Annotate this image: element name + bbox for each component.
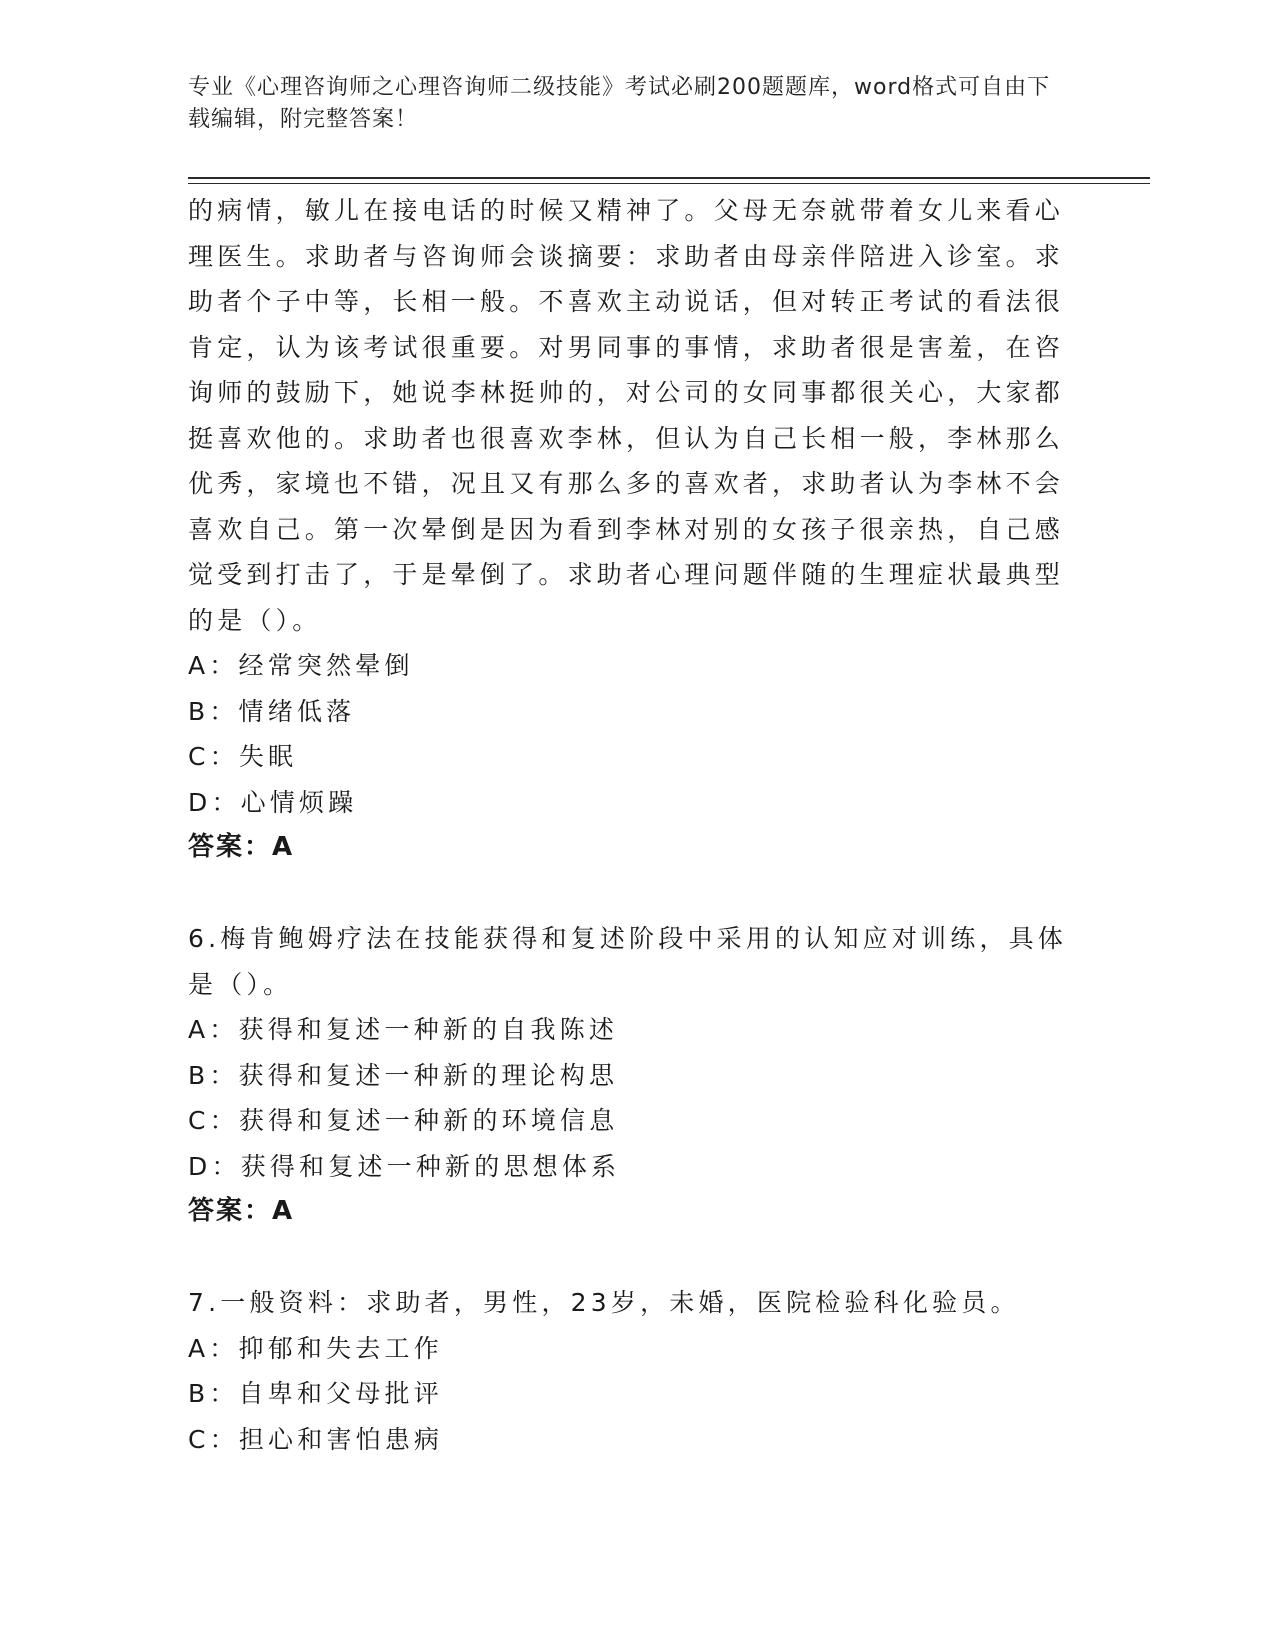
question-6-stem: 6.梅肯鲍姆疗法在技能获得和复述阶段中采用的认知应对训练，具体是（）。 — [188, 924, 1068, 999]
question-6-answer: 答案：A — [188, 1196, 295, 1226]
question-5-option-a: A：经常突然晕倒 — [188, 651, 414, 680]
header-divider-thick — [188, 177, 1150, 179]
page-header: 专业《心理咨询师之心理咨询师二级技能》考试必刷200题题库，word格式可自由下载编辑，附完整答案！ — [188, 75, 1051, 132]
question-6-option-b: B：获得和复述一种新的理论构思 — [188, 1060, 619, 1090]
question-7-option-c: C：担心和害怕患病 — [188, 1424, 444, 1454]
spacer — [188, 871, 1068, 917]
question-6-option-c: C：获得和复述一种新的环境信息 — [188, 1106, 619, 1135]
header-divider-thin — [188, 183, 1150, 184]
spacer — [188, 1235, 1068, 1281]
question-6 — [188, 916, 1068, 1235]
question-6-option-d: D：获得和复述一种新的思想体系 — [188, 1151, 621, 1181]
question-6-option-a: A：获得和复述一种新的自我陈述 — [188, 1015, 619, 1044]
document-body — [188, 188, 1068, 1462]
question-7-stem: 7.一般资料：求助者，男性，23岁，未婚，医院检验科化验员。 — [188, 1288, 1020, 1317]
question-5-answer: 答案：A — [188, 832, 295, 862]
question-5-option-d: D：心情烦躁 — [188, 787, 358, 817]
question-5-stem: 的病情，敏儿在接电话的时候又精神了。父母无奈就带着女儿来看心理医生。求助者与咨询师会谈摘要：求助者由母亲伴陪进入诊室。求助者个子中等，长相一般。不喜欢主动说话，但对转正考试的看法很肯定，认为该考试很重要。对男同事的事情，求助者很是害羞，在咨询师的鼓励下，她说李林挺帅的，对公司的女同事都很关心，大家都挺喜欢他的。求助者也很喜欢李林，但认为自己长相一般，李林那么优秀，家境也不错，况且又有那么多的喜欢者，求助者认为李林不会喜欢自己。第一次晕倒是因为看到李林对别的女孩子很亲热，自己感觉受到打击了，于是晕倒了。求助者心理问题伴随的生理症状最典型的是（）。 — [188, 196, 1065, 635]
question-5 — [188, 188, 1068, 871]
question-5-option-b: B：情绪低落 — [188, 696, 356, 726]
question-5-option-c: C：失眠 — [188, 742, 298, 771]
question-7 — [188, 1280, 1068, 1462]
question-7-option-a: A：抑郁和失去工作 — [188, 1333, 443, 1363]
question-7-option-b: B：自卑和父母批评 — [188, 1379, 443, 1408]
